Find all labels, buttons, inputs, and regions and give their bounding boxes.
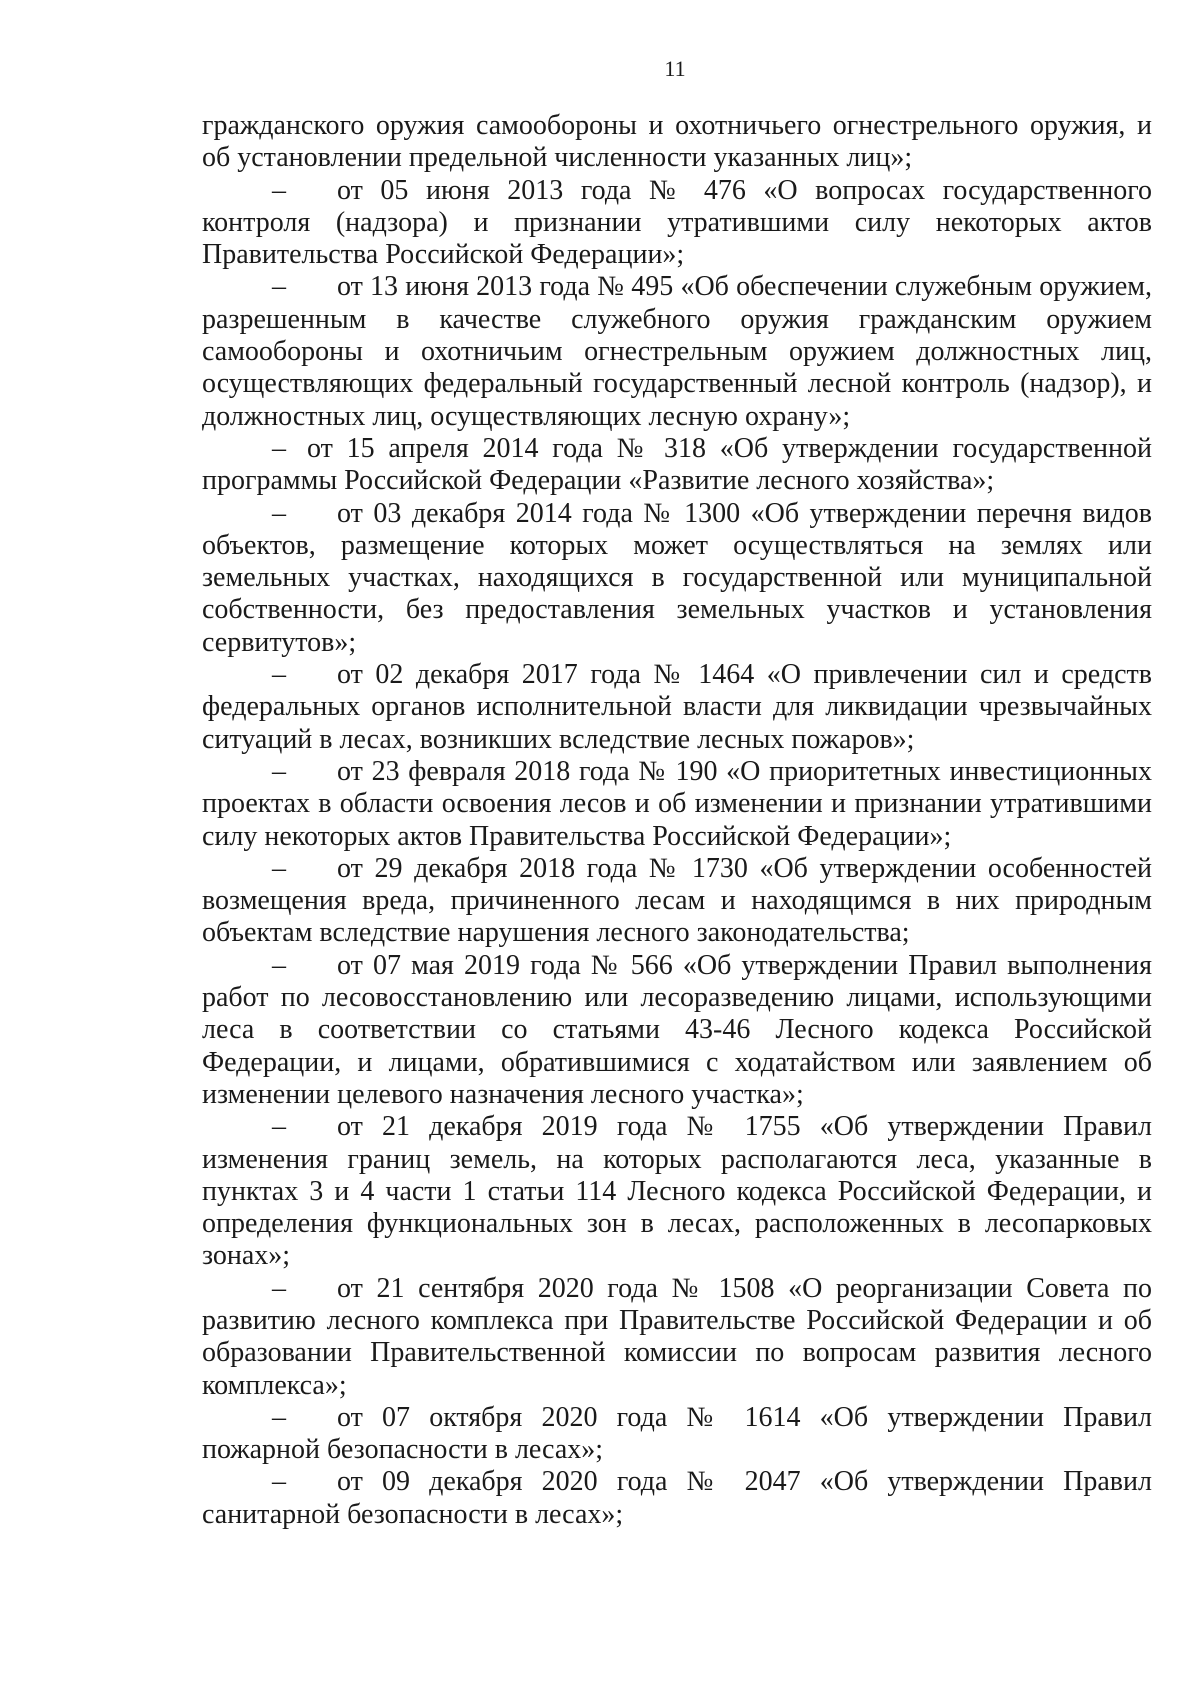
list-item-text: от 13 июня 2013 года № 495 «Об обеспечении служебным оружием, разрешенным в качестве служебного оружия гражданским оружием самообороны и охотничьим огнестрельным оружием должностных лиц, осуществляющих федеральный государственный лесной контроль (надзор), и должностных лиц, осуществляющих лесную охрану»;: [202, 271, 1152, 432]
dash-marker: –: [272, 949, 286, 981]
dash-marker: –: [272, 1401, 286, 1433]
intro-paragraph: гражданского оружия самообороны и охотничьего огнестрельного оружия, и об установлении предельной численности указанных лиц»;: [202, 110, 1152, 174]
list-item-text: от 05 июня 2013 года № 476 «О вопросах государственного контроля (надзора) и признании утратившими силу некоторых актов Правительства Российской Федерации»;: [202, 174, 1152, 271]
list-item-text: от 15 апреля 2014 года № 318 «Об утверждении государственной программы Российской Федерации «Развитие лесного хозяйства»;: [202, 432, 1152, 497]
dash-marker: –: [272, 1272, 286, 1304]
list-item-text: от 07 мая 2019 года № 566 «Об утверждении Правил выполнения работ по лесовосстановлению или лесоразведению лицами, использующими леса в соответствии со статьями 43-46 Лесного кодекса Российской Федерации, и лицами, обратившимися с ходатайством или заявлением об изменении целевого назначения лесного участка»;: [202, 949, 1152, 1110]
list-item: [202, 1273, 1152, 1402]
list-item-text: от 03 декабря 2014 года № 1300 «Об утверждении перечня видов объектов, размещение которых может осуществляться на землях или земельных участках, находящихся в государственной или муниципальной собственности, без предоставления земельных участков и установления сервитутов»;: [202, 497, 1152, 658]
list-item-text: от 23 февраля 2018 года № 190 «О приоритетных инвестиционных проектах в области освоения лесов и об изменении и признании утратившими силу некоторых актов Правительства Российской Федерации»;: [202, 755, 1152, 852]
list-item: [202, 853, 1152, 950]
dash-marker: –: [272, 432, 286, 464]
list-item-text: от 07 октября 2020 года № 1614 «Об утверждении Правил пожарной безопасности в лесах»;: [202, 1401, 1152, 1466]
dash-marker: –: [272, 1466, 286, 1498]
dash-marker: –: [272, 497, 286, 529]
list-item-text: от 21 декабря 2019 года № 1755 «Об утверждении Правил изменения границ земель, на которых располагаются леса, указанные в пунктах 3 и 4 части 1 статьи 114 Лесного кодекса Российской Федерации, и определения функциональных зон в лесах, расположенных в лесопарковых зонах»;: [202, 1111, 1152, 1272]
list-item-text: от 29 декабря 2018 года № 1730 «Об утверждении особенностей возмещения вреда, причиненного лесам и находящимся в них природным объектам вследствие нарушения лесного законодательства;: [202, 852, 1152, 949]
list-item: [202, 950, 1152, 1111]
list-item: [202, 271, 1152, 432]
list-item-text: от 02 декабря 2017 года № 1464 «О привлечении сил и средств федеральных органов исполнительной власти для ликвидации чрезвычайных ситуаций в лесах, возникших вследствие лесных пожаров»;: [202, 659, 1152, 755]
dash-marker: –: [272, 271, 286, 303]
dash-marker: –: [272, 852, 286, 884]
list-item: [202, 433, 1152, 498]
list-item: [202, 1111, 1152, 1272]
list-item: [202, 1402, 1152, 1467]
page-number: 11: [664, 56, 686, 81]
dash-marker: –: [272, 659, 286, 691]
document-body: [202, 110, 1152, 1531]
list-item: [202, 756, 1152, 853]
list-item: [202, 1466, 1152, 1531]
list-item: [202, 498, 1152, 659]
dash-marker: –: [272, 1111, 286, 1143]
list-item-text: от 09 декабря 2020 года № 2047 «Об утверждении Правил санитарной безопасности в лесах»;: [202, 1466, 1152, 1530]
list-item: [202, 659, 1152, 756]
list-item: [202, 175, 1152, 272]
list-item-text: от 21 сентября 2020 года № 1508 «О реорганизации Совета по развитию лесного комплекса при Правительстве Российской Федерации и об образовании Правительственной комиссии по вопросам развития лесного комплекса»;: [202, 1272, 1152, 1401]
dash-marker: –: [272, 174, 286, 206]
dash-marker: –: [272, 755, 286, 787]
